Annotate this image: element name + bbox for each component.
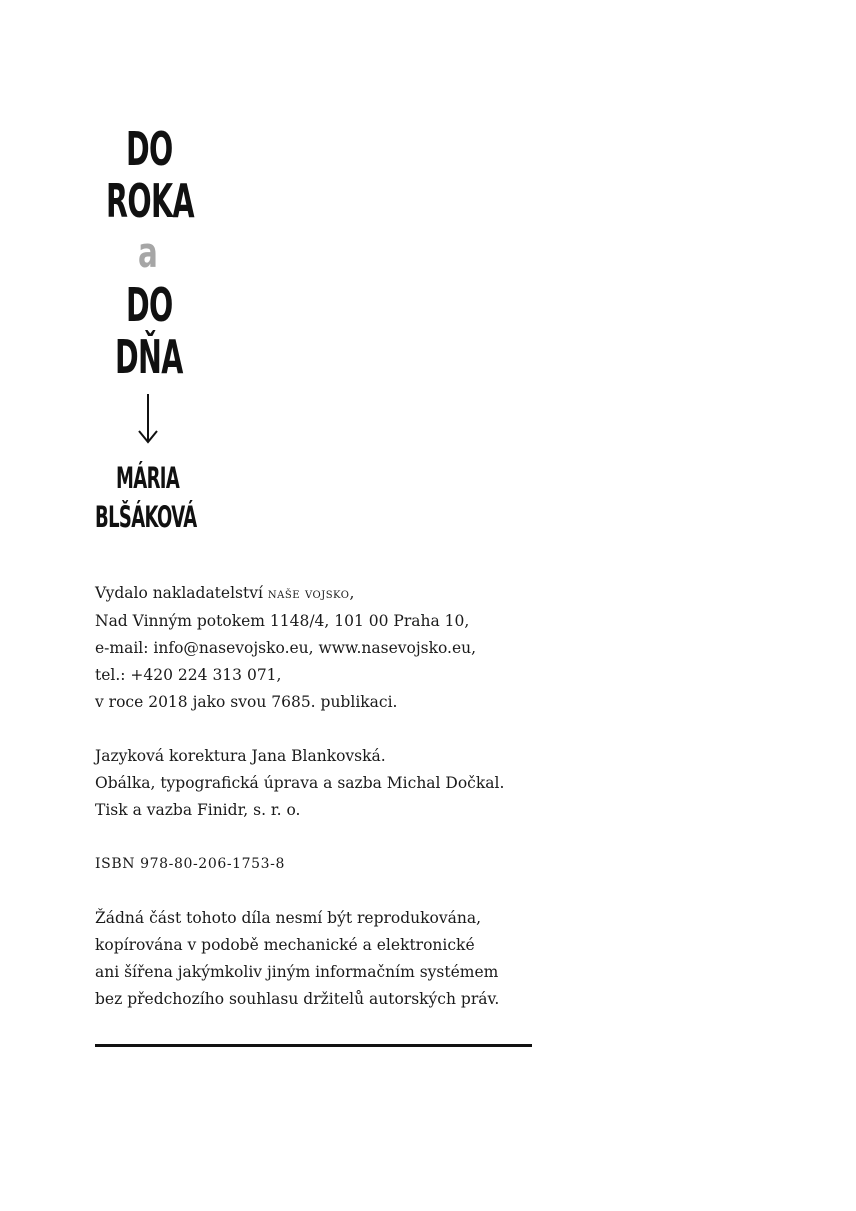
title-block [0,0,856,560]
publisher-contact: e-mail: info@nasevojsko.eu, www.nasevojsko.eu, [95,639,477,657]
publisher-suffix: , [349,584,355,602]
isbn: ISBN 978-80-206-1753-8 [95,856,286,872]
publisher-prefix: Vydalo nakladatelství [95,584,268,602]
credit-print: Tisk a vazba Finidr, s. r. o. [95,801,301,819]
title-line-roka: ROKA [106,174,194,228]
down-arrow-icon [138,394,158,444]
copyright-line-2: kopírována v podobě mechanické a elektronické [95,936,475,954]
copyright-line-3: ani šířena jakýmkoliv jiným informačním systémem [95,963,499,981]
credit-proofreading: Jazyková korektura Jana Blankovská. [95,747,386,765]
publisher-name: naše vojsko [267,586,350,602]
copyright-line-1: Žádná část tohoto díla nesmí být reprodukována, [95,909,482,927]
colophon [95,580,555,1013]
title-line-a: a [138,228,158,277]
title-line-dna: DŇA [115,330,183,384]
author-first-name: MÁRIA [116,461,180,495]
copyright-line-4: bez předchozího souhlasu držitelů autorských práv. [95,990,500,1008]
bottom-divider [95,1044,532,1047]
publisher-phone: tel.: +420 224 313 071, [95,666,282,684]
publication-note: v roce 2018 jako svou 7685. publikaci. [95,693,398,711]
title-line-do-2: DO [126,278,173,332]
publisher-address: Nad Vinným potokem 1148/4, 101 00 Praha 10, [95,612,470,630]
author-last-name: BLŠÁKOVÁ [95,500,197,534]
publisher-line-1 [95,580,555,608]
credit-design: Obálka, typografická úprava a sazba Michal Dočkal. [95,774,505,792]
title-line-do: DO [126,122,173,176]
